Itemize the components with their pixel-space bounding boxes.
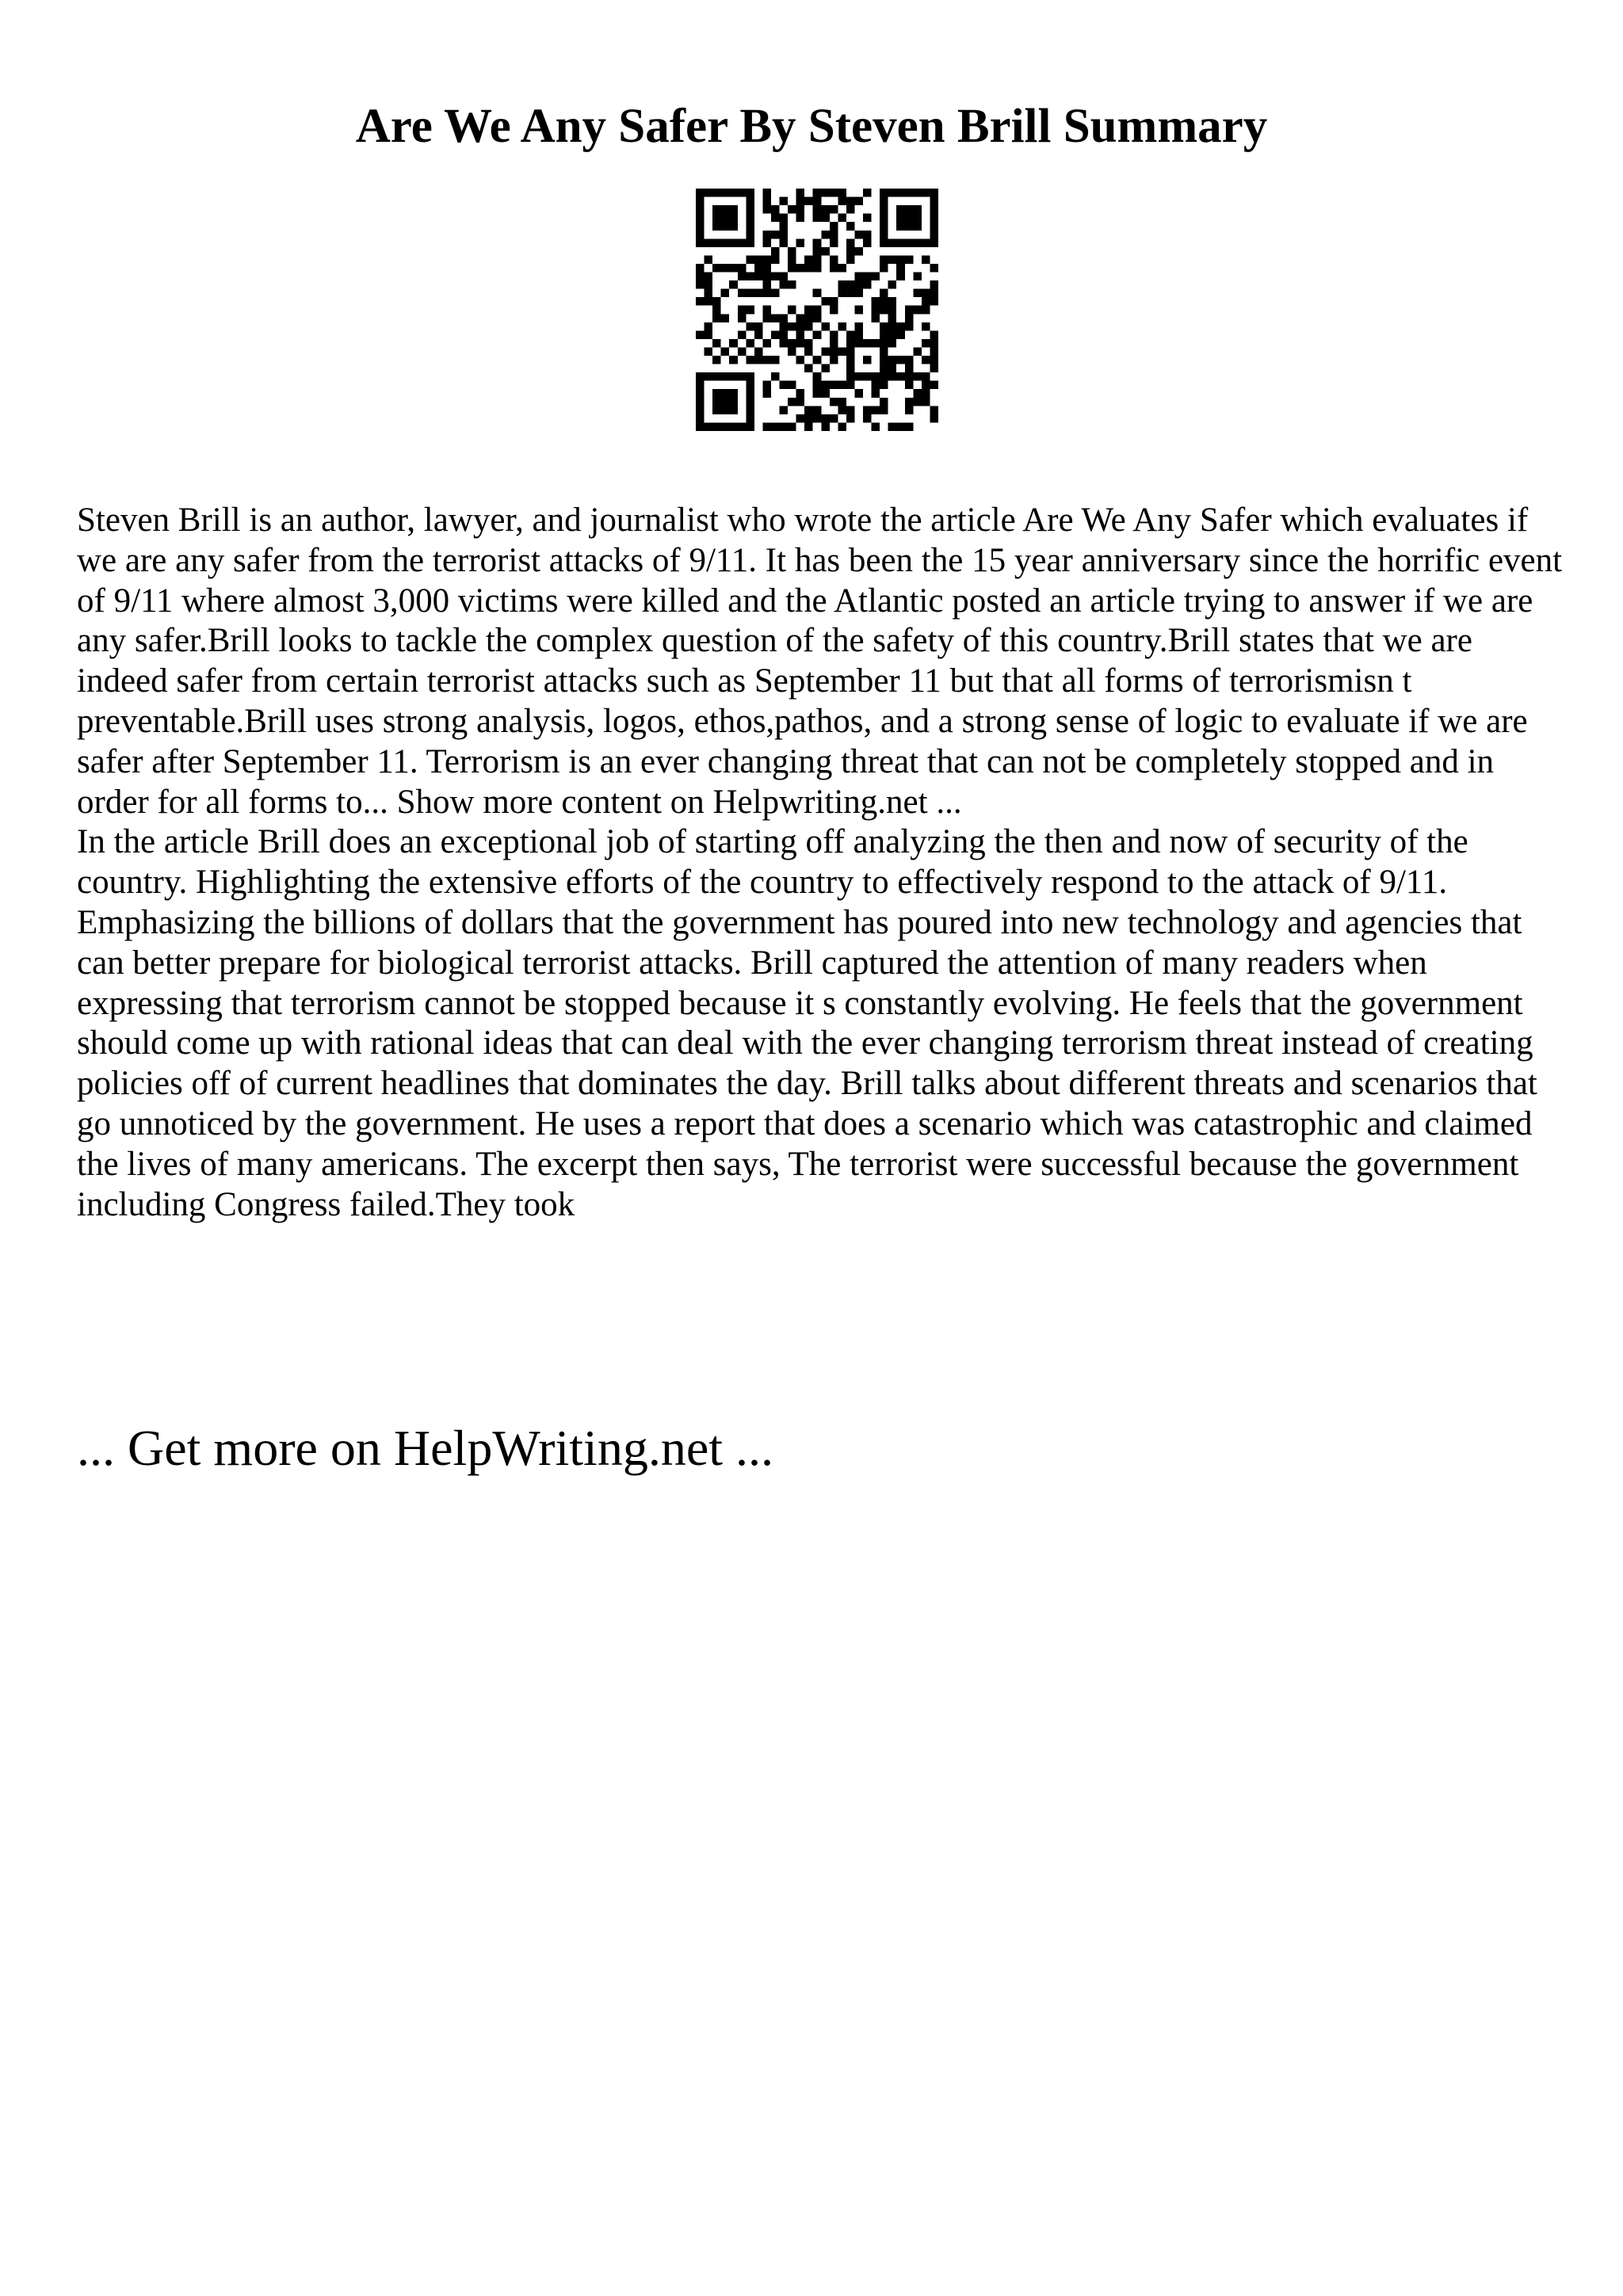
paragraph-summary: Steven Brill is an author, lawyer, and journalist who wrote the article Are We Any Safer which evaluates if we are any safer from the terrorist attacks of 9/11. It has been the 15 year anniversary since the horrific event of 9/11 where almost 3,000 victims were killed and the Atlantic posted an article trying to answer if we are any safer.Brill looks to tackle the complex question of the safety of this country.Brill states that we are indeed safer from certain terrorist attacks such as September 11 but that all forms of terrorismisn t preventable.Brill uses strong analysis, logos, ethos,pathos, and a strong sense of logic to evaluate if we are safer after September 11. Terrorism is an ever changing threat that can not be completely stopped and in order for all forms to... Show more content on Helpwriting.net ... — [77, 502, 1563, 821]
qr-code-icon[interactable] — [696, 189, 938, 431]
paragraph-analysis: In the article Brill does an exceptional job of starting off analyzing the then and now of security of the country. Highlighting the extensive efforts of the country to effectively respond to the attack of 9/11. Emphasizing the billions of dollars that the government has poured into new technology and agencies that can better prepare for biological terrorist attacks. Brill captured the attention of many readers when expressing that terrorism cannot be stopped because it s constantly evolving. He feels that the government should come up with rational ideas that can deal with the ever changing terrorism threat instead of creating policies off of current headlines that dominates the day. Brill talks about different threats and scenarios that go unnoticed by the government. He uses a report that does a scenario which was catastrophic and claimed the lives of many americans. The excerpt then says, The terrorist were successful because the government including Congress failed.They took — [77, 823, 1537, 1223]
get-more-link[interactable]: ... Get more on HelpWriting.net ... — [77, 1420, 773, 1476]
document-body — [77, 501, 1567, 1225]
document-title: Are We Any Safer By Steven Brill Summary — [355, 100, 1268, 153]
